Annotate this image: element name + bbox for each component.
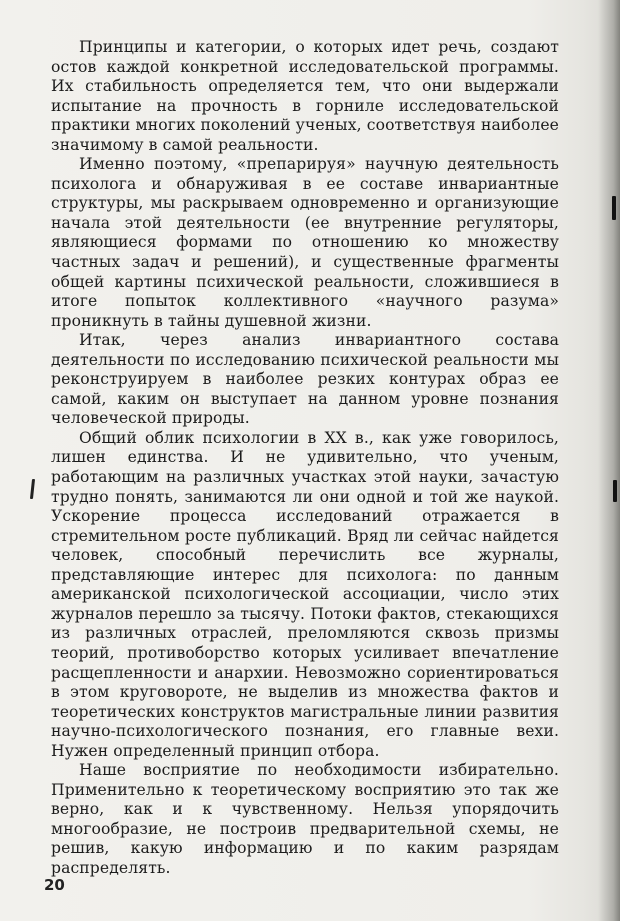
paragraph-5: Наше восприятие по необходимости избирательно. Применительно к теоретическому восприятию это так же верно, как и к чувственному. Нельзя упорядочить многообразие, не построив предварительной схемы, не решив, какую информацию и по каким разрядам распределять. — [51, 761, 559, 877]
page-edge-mark — [613, 480, 617, 502]
page-edge-shadow — [598, 0, 620, 921]
paragraph-4: Общий облик психологии в XX в., как уже говорилось, лишен единства. И не удивительно, что ученым, работающим на различных участках этой науки, зачастую трудно понять, занимаются ли они одной и той же наукой. Ускорение процесса исследований отражается в стремительном росте публикаций. Вряд ли сейчас найдется человек, способный перечислить все журналы, представляющие интерес для психолога: по данным американской психологической ассоциации, число этих журналов перешло за тысячу. Потоки фактов, стекающихся из различных отраслей, преломляются сквозь призмы теорий, противоборство которых усиливает впечатление расщепленности и анархии. Невозможно сориентироваться в этом круговороте, не выделив из множества фактов и теоретических конструктов магистральные линии развития научно-психологического познания, его главные вехи. Нужен определенный принцип отбора. — [51, 428, 559, 760]
paragraph-1: Принципы и категории, о которых идет речь, создают остов каждой конкретной исследовательской программы. Их стабильность определяется тем, что они выдержали испытание на прочность в горниле исследовательской практики многих поколений ученых, соответствуя наиболее значимому в самой реальности. — [51, 38, 559, 154]
paragraph-2: Именно поэтому, «препарируя» научную деятельность психолога и обнаруживая в ее составе инвариантные структуры, мы раскрываем одновременно и организующие начала этой деятельности (ее внутренние регуляторы, являющиеся формами по отношению ко множеству частных задач и решений), и существенные фрагменты общей картины психической реальности, сложившиеся в итоге попыток коллективного «научного разума» проникнуть в тайны душевной жизни. — [51, 155, 559, 330]
body-text — [51, 38, 559, 879]
paragraph-3: Итак, через анализ инвариантного состава деятельности по исследованию психической реальности мы реконструируем в наиболее резких контурах образ ее самой, каким он выступает на данном уровне познания человеческой природы. — [51, 331, 559, 428]
page-edge-mark — [612, 196, 616, 220]
margin-pencil-mark — [30, 479, 35, 499]
page-number: 20 — [44, 876, 65, 894]
